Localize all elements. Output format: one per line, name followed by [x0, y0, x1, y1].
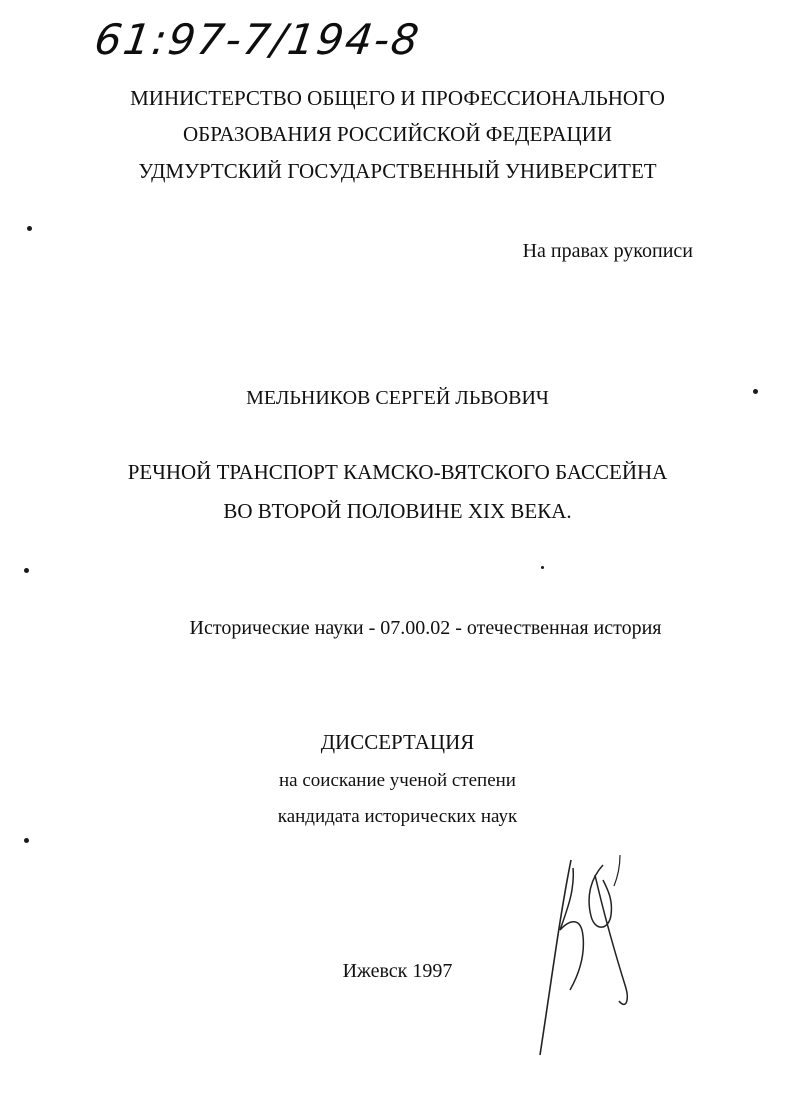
degree-line-1: на соискание ученой степени — [279, 770, 516, 791]
signature-icon — [525, 820, 645, 1070]
rights-note: На правах рукописи — [522, 240, 693, 262]
scan-mark-icon — [24, 838, 29, 843]
scan-mark-icon — [541, 566, 544, 569]
author-name: МЕЛЬНИКОВ СЕРГЕЙ ЛЬВОВИЧ — [246, 387, 549, 409]
thesis-type: ДИССЕРТАЦИЯ — [320, 730, 475, 754]
university-name: УДМУРТСКИЙ ГОСУДАРСТВЕННЫЙ УНИВЕРСИТЕТ — [138, 159, 657, 183]
degree-line-2: кандидата исторических наук — [277, 806, 518, 827]
scan-mark-icon — [27, 226, 32, 231]
city-year: Ижевск 1997 — [342, 960, 453, 982]
ministry-line-1: МИНИСТЕРСТВО ОБЩЕГО И ПРОФЕССИОНАЛЬНОГО — [130, 86, 665, 110]
scan-mark-icon — [753, 389, 758, 394]
title-line-1: РЕЧНОЙ ТРАНСПОРТ КАМСКО-ВЯТСКОГО БАССЕЙНА — [127, 460, 668, 484]
title-line-2: ВО ВТОРОЙ ПОЛОВИНЕ XIX ВЕКА. — [223, 499, 572, 523]
archive-number: 61:97-7/194-8 — [91, 15, 424, 64]
specialty-field: Исторические науки - 07.00.02 - отечественная история — [189, 617, 662, 639]
ministry-line-2: ОБРАЗОВАНИЯ РОССИЙСКОЙ ФЕДЕРАЦИИ — [183, 122, 612, 146]
scan-mark-icon — [24, 568, 29, 573]
